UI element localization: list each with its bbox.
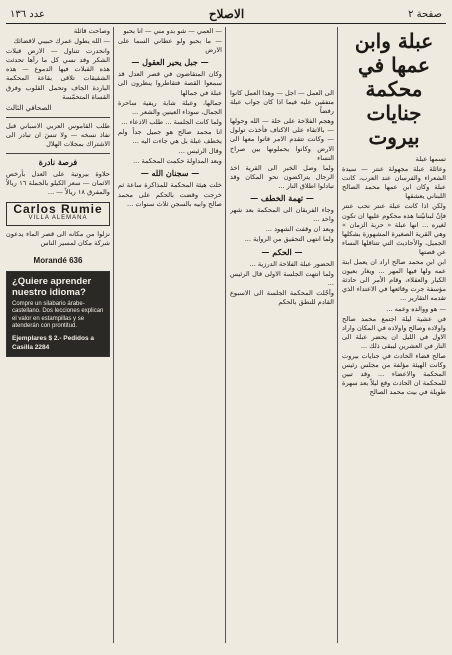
- page-label: صفحة ٢: [408, 8, 442, 20]
- ad-body: Compre un silabario árabe-castellano. Dos lecciones explican el valor en estampillas y se atenderán con prontitud.: [12, 300, 104, 330]
- article-paragraph: — الله يطول عمرك حبيبي لاقضائك: [13, 37, 110, 46]
- article-paragraph: ولكن اذا كانت عبلة عنتر تحب عنتر فإنّ لبنانيّتنا هذه محكوم عليها ان تكون لغيره ... انها عبلة « حربة الزمان » وهي القرية الصغيرة المشهورة بشكلها الجميل، والأحاديث التي تتناقلها النساء عن قصتها: [342, 202, 446, 256]
- section-subhead: — سجنان الله —: [140, 168, 200, 179]
- author-signature: الصحافي الثالث: [6, 103, 52, 112]
- column-rule: [337, 27, 338, 643]
- ad-price: Ejemplares $ 2.- Pedidos a Casilla 2284: [12, 334, 95, 352]
- column-mid-right: [230, 27, 334, 645]
- notice-text: طلب القاموس العربي الاسباني قبل نفاذ نسخه — ولا تنسَ ان تبادر الى الاشتراك بمجلات الهلال: [6, 121, 110, 149]
- article-paragraph: وانحدرت تتناول — الارض قبلات الشكر وقد نسي كل ما رآها تحدثت هذه القبلات فيها الدموع — هذه الشقيقات تلاقى بقاعة المحكمة الباردة الجاف وتحمل القلوب وفرق القساة المتحمّسة: [6, 47, 110, 101]
- section-subhead: — جبل يحير العقول —: [131, 57, 209, 68]
- article-paragraph: ابن ابن محمد صالح اراد ان يعمل ابنة عمه ولها فيها المهر ... ويغار بعيون الكبار والعقلاء، وقام الأمر الى حادثة مؤسفة جرت وقائعها في الاعتداء الذي تقدمه التقارير ...: [342, 258, 446, 303]
- ad-carlos-rumie: [6, 202, 110, 226]
- article-paragraph: الى العمل — اجل — وهذا العمل كانوا متفقين عليه فيما اذا كان جواب عبلة رفضاً: [230, 89, 334, 116]
- article-paragraph: — ما بحبو ولو عطاني السما على الارض: [118, 37, 222, 55]
- article-paragraph: خلت هيئة المحكمة للمذاكرة ساعة ثم خرجت وقضت بالحكم على محمد صالح وابيه بالسجن ثلاث سنوات ...: [118, 181, 222, 208]
- article-paragraph: صالح قضاء الحادث في جنايات بيروت وكانت الهيئة مؤلفة من مجلس رئيس المحكمة والاعضاء ... وقد تبين للمحكمة ان الحادث وقع ليلاً بعد سهرة طويلة في بيت محمد الصالح: [342, 351, 446, 397]
- article-paragraph: في عشية ليلة اجتمع محمد صالح واولاده وصالح واولاده في المكان واراد الاول في الليل ان يحضر عبلة الى النار في العشرين ليبقى ذلك ...: [342, 314, 446, 350]
- article-paragraph: وجاء الفريقان الى المحكمة بعد شهر واحد ...: [230, 206, 334, 224]
- article-paragraph: تسمها عبلة: [415, 155, 446, 163]
- divider: [6, 117, 110, 118]
- ad-address: [6, 252, 110, 267]
- article-paragraph: وبعد ان وقفت الشهود ...: [265, 225, 334, 234]
- article-closing: وأجّلت المحكمة الجلسة الى الاسبوع القادم للنطق بالحكم: [230, 288, 334, 306]
- notice-text: حلاوة بيروتية على العدل بأرخص الاثمان — سعر الكيلو بالجملة ١٦ ريالاً والمفرق ١٨ ريالاً — ...: [6, 170, 110, 197]
- section-subhead: — الحكم —: [261, 246, 303, 257]
- column-left: [6, 27, 110, 645]
- article-paragraph: جمالها، وعبلة شابة ريفية ساحرة الجمال، سوداء العينين والشعر ...: [118, 98, 222, 116]
- column-right: [342, 27, 446, 645]
- masthead: [6, 5, 446, 24]
- ad-company-name: Carlos Rumie: [13, 201, 103, 216]
- article-paragraph: ولما كانت الجلسة ... طلب الادعاء ...: [121, 117, 222, 126]
- article-paragraph: وهجم الفلاحة على حلة — الله وحولها — بالاتقاء على الاكتاف فأخذت تولول — وكانت تتقدم الامر فاتوا معها الى الارض وكانوا يحملونها بين صراخ النساء: [230, 117, 334, 162]
- ad-address-text: Morandé 636: [33, 255, 83, 265]
- article-paragraph: وبعد المداولة حكمت المحكمة ...: [133, 157, 222, 166]
- article-paragraph: وقال الرئيس ...: [178, 147, 222, 156]
- article-paragraph: ولما وصل الخبر الى القرية اخذ الرجال يتراكضون نحو المكان وقد تبادلوا اطلاق النار ...: [230, 163, 334, 190]
- column-rule: [225, 27, 226, 643]
- main-headline: عبلة وابن عمها في محكمة جنايات بيروت: [354, 29, 434, 149]
- newspaper-page: [6, 5, 446, 645]
- divider: [6, 153, 110, 154]
- article-paragraph: ولما انتهت الجلسة الاولى قال الرئيس ...: [230, 269, 334, 287]
- ad-note: نزلوا من مكانه الى قصر الماء يدعون شركة مكان لمسير الناس: [6, 229, 110, 247]
- newspaper-title: الاصلاح: [208, 7, 245, 21]
- headline-overflow-space: [230, 27, 334, 89]
- notice-title: فرصة نادرة: [38, 157, 78, 168]
- section-subhead: — تهمة الخطف —: [250, 193, 314, 204]
- article-paragraph: وصاحت قائلة: [73, 27, 110, 35]
- ad-company-location: VILLA ALEMANA: [28, 214, 88, 221]
- article-paragraph: انا محمد صالح هو جميل جداً ولم يخطف عبلة بل هي جاءت اليه ...: [118, 127, 222, 146]
- article-paragraph: — هو ووالده وعمه ...: [386, 304, 446, 313]
- column-rule: [113, 27, 114, 643]
- article-paragraph: وعائلة عبلة مجهولة عنتر — سيدة الشعراء والفرسان عند العرب، كانت عبلة وكان ابن عمها محمد الصالح اللبناني يعشقها: [342, 165, 446, 201]
- ad-language-course: [6, 271, 110, 357]
- article-paragraph: الحضور عبلة الفلاحة الدرزية ...: [249, 259, 334, 268]
- article-paragraph: — العمي — شو بدو مني — انا بحبو: [123, 27, 222, 35]
- article-paragraph: ولما انتهى التحقيق من الرواية ...: [244, 235, 334, 244]
- article-paragraph: وكان المتقاضون في قصر العدل قد سمعوا القصة فتقاطروا ينظرون الى عبلة في جمالها: [118, 70, 222, 97]
- ad-headline: ¿Quiere aprender nuestro idioma?: [12, 275, 92, 298]
- column-mid-left: [118, 27, 222, 645]
- issue-number: عدد ١٣٦: [10, 8, 45, 20]
